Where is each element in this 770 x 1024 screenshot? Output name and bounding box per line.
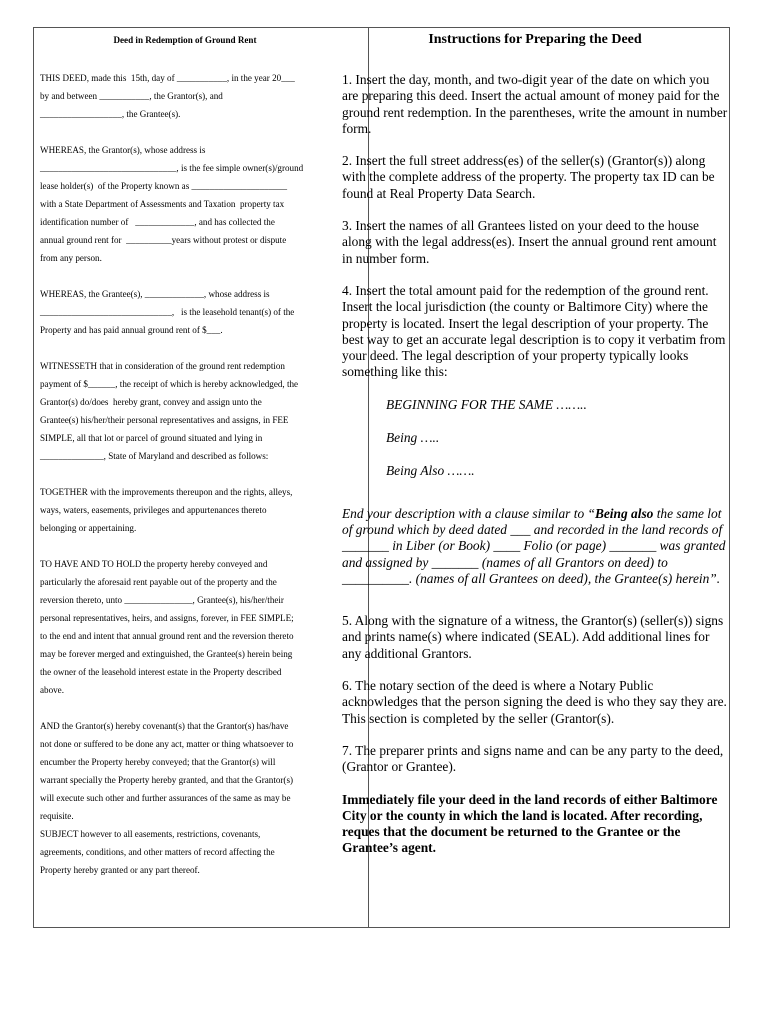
deed-line: SIMPLE, all that lot or parcel of ground situated and lying in <box>40 433 263 443</box>
instruction-step-2: 2. Insert the full street address(es) of the seller(s) (Grantor(s)) along with the complete address of the property. The property tax ID can be found at Real Property Data Search. <box>342 153 715 201</box>
deed-line: identification number of _____________, and has collected the <box>40 217 275 227</box>
deed-line: WHEREAS, the Grantee(s), _____________, whose address is <box>40 289 270 299</box>
deed-line: belonging or appertaining. <box>40 523 137 533</box>
filing-instruction: Immediately file your deed in the land records of either Baltimore City or the county in which the land is located. After recording, reques that the document be returned to the Grantee or the Grantee’s agent. <box>342 791 718 856</box>
deed-line: TOGETHER with the improvements thereupon and the rights, alleys, <box>40 487 293 497</box>
instruction-step-3: 3. Insert the names of all Grantees listed on your deed to the house along with the legal address(es). Insert the annual ground rent amount in number form. <box>342 218 717 266</box>
legal-example-3: Being Also ……. <box>386 463 475 479</box>
deed-line: to the end and intent that annual ground rent and the reversion thereto <box>40 631 294 641</box>
deed-line: with a State Department of Assessments and Taxation property tax <box>40 199 285 209</box>
deed-line: annual ground rent for __________years without protest or dispute <box>40 235 287 245</box>
instruction-step-1: 1. Insert the day, month, and two-digit year of the date on which you are preparing this deed. Insert the actual amount of money paid for the ground rent redemption. In the parentheses, write the amount in number form. <box>342 72 728 136</box>
deed-line: by and between ___________, the Grantor(s), and <box>40 91 223 101</box>
deed-line: THIS DEED, made this 15th, day of ___________, in the year 20___ <box>40 73 295 83</box>
deed-line: personal representatives, heirs, and assigns, forever, in FEE SIMPLE; <box>40 613 294 623</box>
closing-clause-emphasis: Being also <box>594 505 654 521</box>
deed-line: __________________, the Grantee(s). <box>40 109 181 119</box>
closing-clause <box>342 506 728 587</box>
deed-line: ______________, State of Maryland and described as follows: <box>40 451 269 461</box>
deed-line: particularly the aforesaid rent payable out of the property and the <box>40 577 277 587</box>
closing-clause-end: the same lot of ground which by deed dated ___ and recorded in the land records of _______ in Liber (or Book) ____ Folio (or page) _______ was granted and assigned by _______ (names of all Grantors on deed) to __________. (names of all Grantees on deed), the Grantee(s) herein”. <box>342 505 726 586</box>
deed-spacer <box>40 267 362 285</box>
deed-line: above. <box>40 685 64 695</box>
deed-line: reversion thereto, unto _______________, Grantee(s), his/her/their <box>40 595 284 605</box>
deed-line: _____________________________, is the leasehold tenant(s) of the <box>40 307 295 317</box>
deed-line: requisite. <box>40 811 74 821</box>
deed-line: Grantor(s) do/does hereby grant, convey and assign unto the <box>40 397 262 407</box>
deed-line: lease holder(s) of the Property known as _____________________ <box>40 181 288 191</box>
deed-line: payment of $______, the receipt of which is hereby acknowledged, the <box>40 379 299 389</box>
deed-line: Grantee(s) his/her/their personal representatives and assigns, in FEE <box>40 415 289 425</box>
closing-clause-start: End your description with a clause similar to “ <box>342 505 595 521</box>
deed-spacer <box>40 123 362 141</box>
deed-line: WITNESSETH that in consideration of the ground rent redemption <box>40 361 285 371</box>
deed-line: Property hereby granted or any part thereof. <box>40 865 200 875</box>
deed-column <box>40 28 362 879</box>
deed-line: AND the Grantor(s) hereby covenant(s) that the Grantor(s) has/have <box>40 721 289 731</box>
instruction-step-4: 4. Insert the total amount paid for the redemption of the ground rent. Insert the local jurisdiction (the county or Baltimore City) where the property is located. Insert the legal description of your property. The best way to get an accurate legal description is to copy it verbatim from your deed. The legal description of your property typically looks something like this: <box>342 282 726 380</box>
legal-example-2: Being ….. <box>386 430 440 446</box>
deed-line: the owner of the leasehold interest estate in the Property described <box>40 667 282 677</box>
instructions-column <box>342 28 728 857</box>
document-frame <box>33 27 730 928</box>
deed-spacer <box>40 339 362 357</box>
instruction-step-6: 6. The notary section of the deed is where a Notary Public acknowledges that the person signing the deed is who they say they are. This section is completed by the seller (Grantor(s). <box>342 678 727 726</box>
deed-line: agreements, conditions, and other matters of record affecting the <box>40 847 275 857</box>
deed-line: ______________________________, is the fee simple owner(s)/ground <box>40 163 304 173</box>
legal-example-1: BEGINNING FOR THE SAME …….. <box>386 396 587 412</box>
deed-line: encumber the Property hereby conveyed; that the Grantor(s) will <box>40 757 276 767</box>
deed-title: Deed in Redemption of Ground Rent <box>113 35 257 45</box>
deed-line: Property and has paid annual ground rent of $___. <box>40 325 223 335</box>
deed-line: not done or suffered to be done any act, matter or thing whatsoever to <box>40 739 294 749</box>
deed-line: from any person. <box>40 253 102 263</box>
deed-spacer <box>40 465 362 483</box>
deed-line: TO HAVE AND TO HOLD the property hereby conveyed and <box>40 559 268 569</box>
deed-line: will execute such other and further assurances of the same as may be <box>40 793 291 803</box>
instructions-title: Instructions for Preparing the Deed <box>428 32 642 47</box>
deed-spacer <box>40 699 362 717</box>
instruction-step-7: 7. The preparer prints and signs name and can be any party to the deed, (Grantor or Grantee). <box>342 742 724 775</box>
deed-line: WHEREAS, the Grantor(s), whose address is <box>40 145 206 155</box>
deed-spacer <box>40 537 362 555</box>
deed-line: ways, waters, easements, privileges and appurtenances thereto <box>40 505 267 515</box>
deed-line: may be forever merged and extinguished, the Grantee(s) herein being <box>40 649 293 659</box>
deed-body <box>40 69 362 879</box>
deed-line: warrant specially the Property hereby granted, and that the Grantor(s) <box>40 775 294 785</box>
instruction-step-5: 5. Along with the signature of a witness, the Grantor(s) (seller(s)) signs and prints name(s) where indicated (SEAL). Add additional lines for any additional Grantors. <box>342 613 724 661</box>
deed-line: SUBJECT however to all easements, restrictions, covenants, <box>40 829 261 839</box>
